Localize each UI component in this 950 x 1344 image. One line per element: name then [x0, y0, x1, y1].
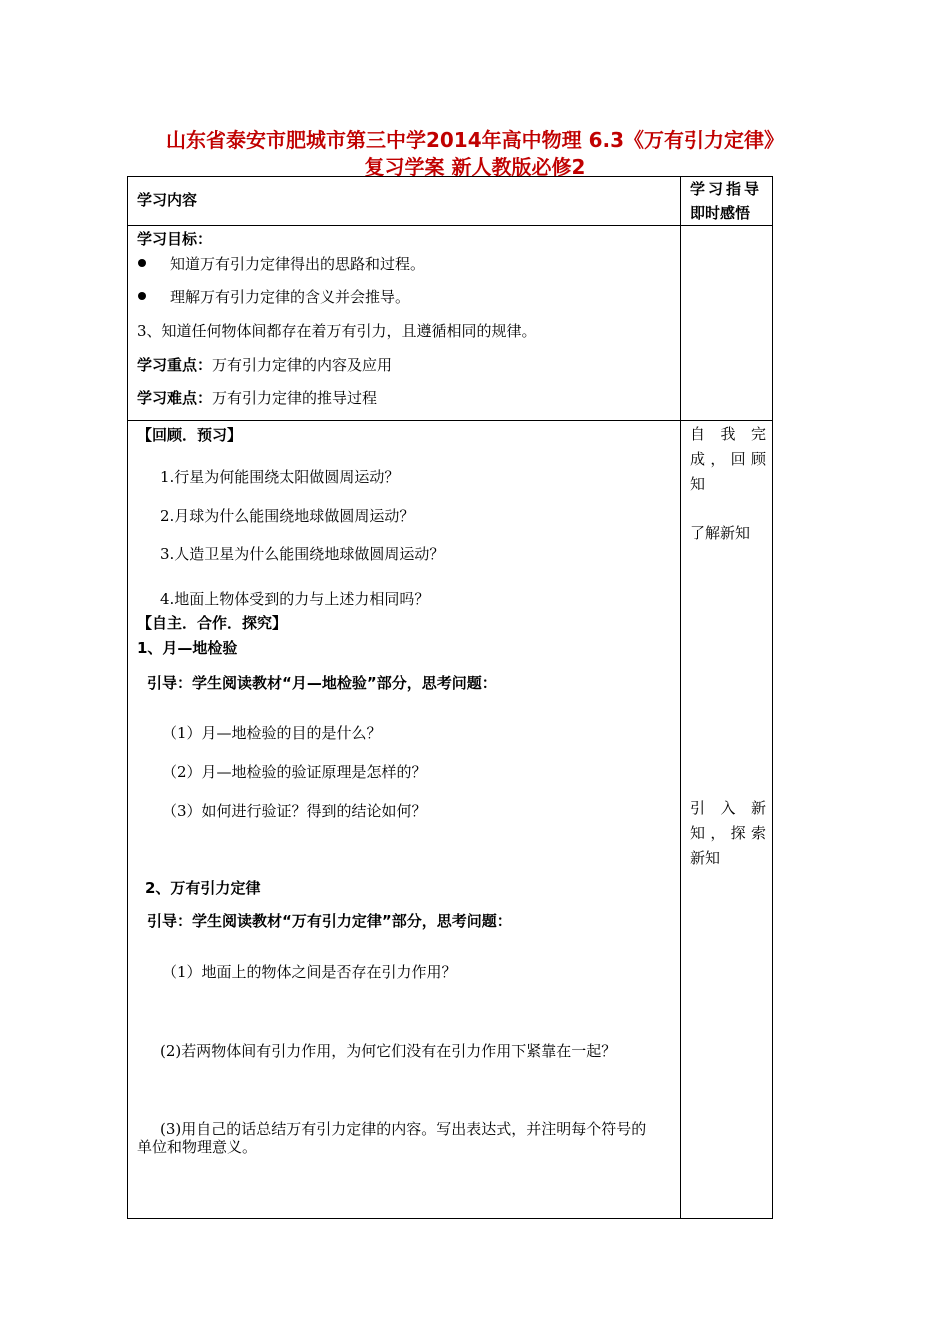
section-2-question-1: （1）地面上的物体之间是否存在引力作用？: [162, 963, 457, 981]
goal-item-2: 理解万有引力定律的含义并会推导。: [170, 288, 411, 306]
difficult-point-label: 学习难点：: [137, 389, 213, 407]
section-1-question-1: （1）月—地检验的目的是什么？: [162, 724, 382, 742]
sidebar-note-3: [690, 796, 766, 871]
explore-heading: 【自主．合作．探究】: [137, 614, 288, 632]
key-point: [137, 356, 392, 374]
section-2-question-2: (2)若两物体间有引力作用，为何它们没有在引力作用下紧靠在一起？: [160, 1042, 617, 1060]
review-question-4: 4.地面上物体受到的力与上述力相同吗？: [160, 590, 430, 608]
goal-item-3: 3、知道任何物体间都存在着万有引力，且遵循相同的规律。: [137, 322, 537, 340]
key-point-label: 学习重点：: [137, 356, 213, 374]
column-divider: [680, 176, 681, 1219]
section-1-guide: 引导：学生阅读教材“月—地检验”部分，思考问题：: [147, 674, 497, 692]
review-heading: 【回顾．预习】: [137, 426, 243, 444]
section-1-question-3: （3）如何进行验证？得到的结论如何？: [162, 802, 427, 820]
sidebar-note-3-line3: 新知: [690, 849, 721, 867]
sidebar-note-2-text: 了解新知: [690, 524, 751, 542]
sidebar-note-1-line1: 自我完: [690, 425, 766, 443]
section-2-guide: 引导：学生阅读教材“万有引力定律”部分，思考问题：: [147, 912, 512, 930]
goals-row-divider: [127, 420, 773, 421]
review-question-3: 3.人造卫星为什么能围绕地球做圆周运动？: [160, 545, 445, 563]
bullet-icon: [138, 259, 146, 267]
sidebar-note-1-line3: 知: [690, 475, 706, 493]
header-content: 学习内容: [137, 191, 198, 209]
sidebar-note-3-line1: 引入新: [690, 799, 766, 817]
difficult-point: [137, 389, 377, 407]
sidebar-note-3-line2: 知，探索: [690, 824, 766, 842]
review-question-1: 1.行星为何能围绕太阳做圆周运动？: [160, 468, 400, 486]
bullet-icon: [138, 292, 146, 300]
section-1-question-2: （2）月—地检验的验证原理是怎样的？: [162, 763, 427, 781]
header-guide-line2: 即时感悟: [690, 204, 751, 222]
sidebar-note-2: [690, 521, 766, 546]
goal-item-1: 知道万有引力定律得出的思路和过程。: [170, 255, 426, 273]
difficult-point-text: 万有引力定律的推导过程: [212, 389, 378, 407]
goals-heading: 学习目标：: [137, 230, 213, 248]
sidebar-note-1: [690, 422, 766, 497]
review-question-2: 2.月球为什么能围绕地球做圆周运动？: [160, 507, 415, 525]
document-title-line2: 复习学案 新人教版必修2: [364, 155, 586, 179]
sidebar-note-1-line2: 成，回顾: [690, 450, 766, 468]
section-2-question-3: (3)用自己的话总结万有引力定律的内容。写出表达式，并注明每个符号的单位和物理意义。: [137, 1120, 647, 1156]
section-2-title: 2、万有引力定律: [145, 879, 261, 897]
header-guide-line1: 学习指导: [690, 180, 763, 198]
header-row-divider: [127, 225, 773, 226]
document-title-line1: 山东省泰安市肥城市第三中学2014年高中物理 6.3《万有引力定律》: [165, 128, 785, 152]
key-point-text: 万有引力定律的内容及应用: [212, 356, 393, 374]
section-1-title: 1、月—地检验: [137, 639, 238, 657]
